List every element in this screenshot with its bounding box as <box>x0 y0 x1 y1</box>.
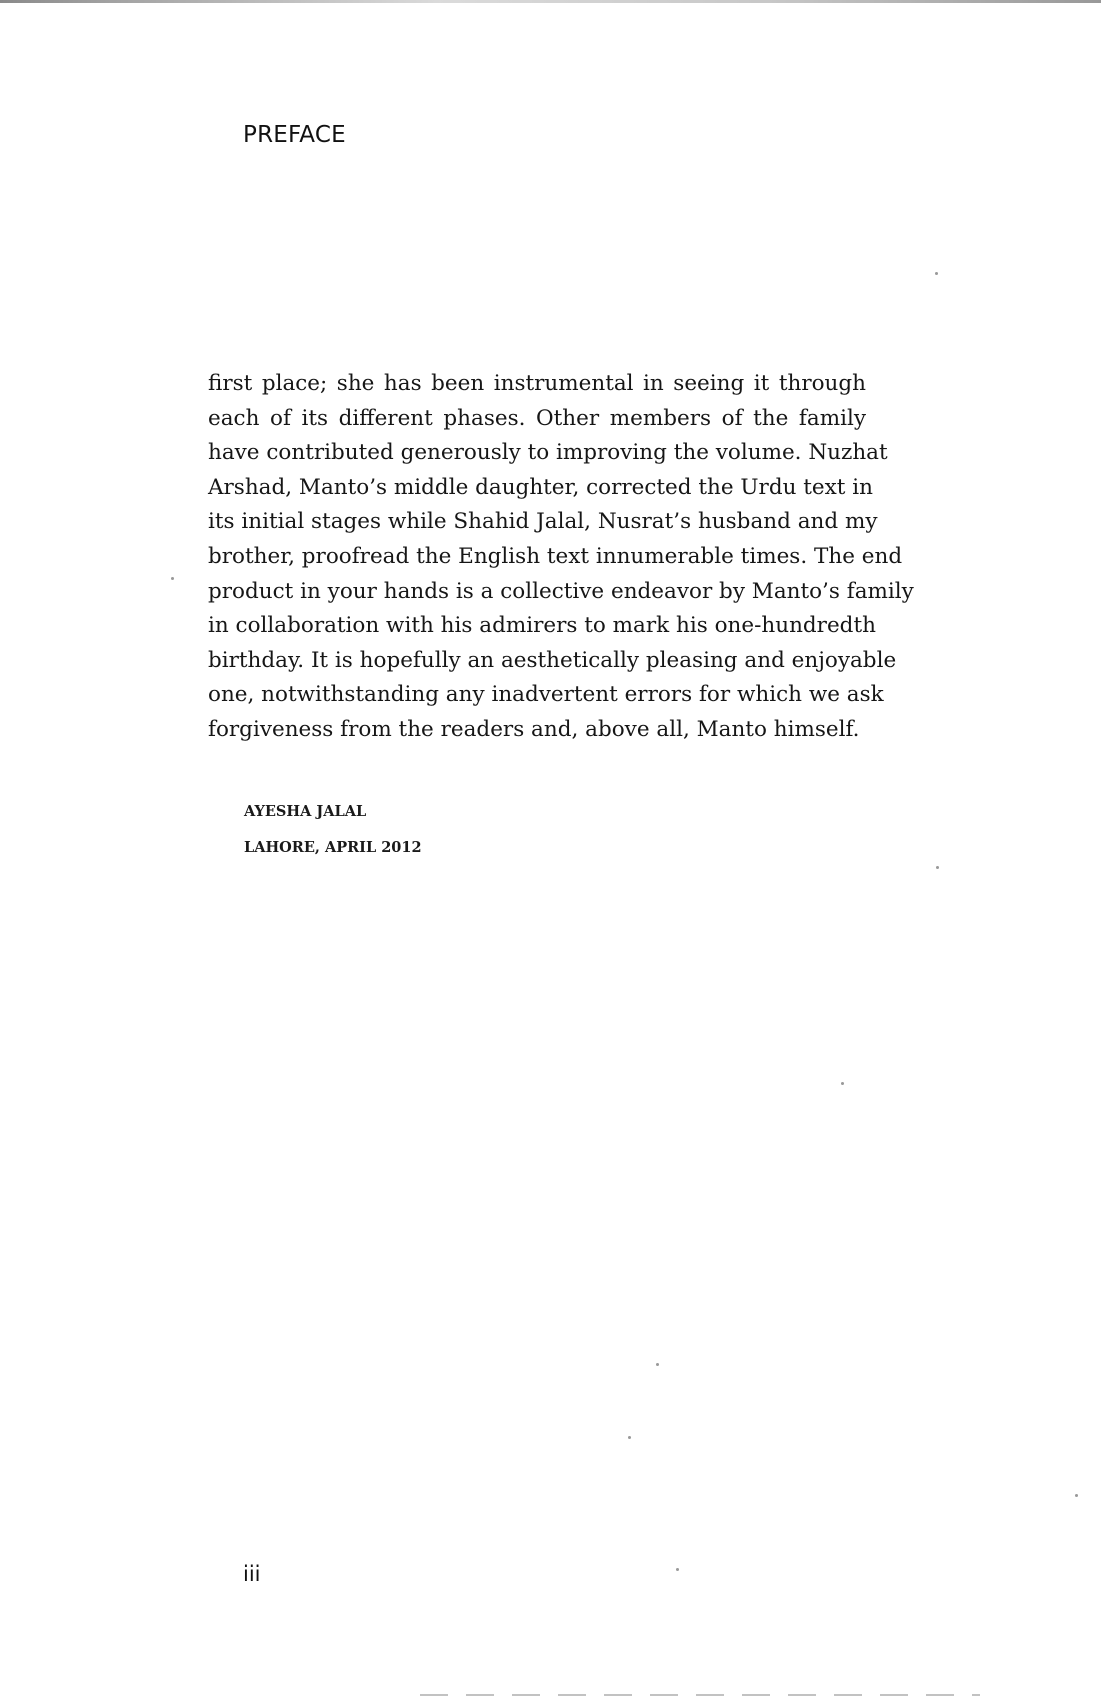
paragraph-line: in collaboration with his admirers to mark his one-hundredth <box>208 613 876 639</box>
scan-speck <box>656 1363 659 1366</box>
paragraph-line: Arshad, Manto’s middle daughter, corrected the Urdu text in <box>208 474 873 500</box>
paragraph-line: first place; she has been instrumental in seeing it through <box>208 371 866 396</box>
paragraph-line: one, notwithstanding any inadvertent errors for which we ask <box>208 682 884 708</box>
preface-paragraph <box>208 367 914 748</box>
scan-speck <box>628 1436 631 1439</box>
paragraph-line: product in your hands is a collective endeavor by Manto’s family <box>208 578 914 604</box>
paragraph-line: brother, proofread the English text innumerable times. The end <box>208 543 903 569</box>
paragraph-line: forgiveness from the readers and, above all, Manto himself. <box>208 716 860 742</box>
place-date: LAHORE, APRIL 2012 <box>244 839 422 856</box>
running-head: PREFACE <box>243 122 346 148</box>
scan-speck <box>171 577 174 580</box>
signature-block <box>244 794 422 866</box>
scan-speck <box>676 1568 679 1571</box>
paragraph-line: its initial stages while Shahid Jalal, Nusrat’s husband and my <box>208 509 878 535</box>
scan-speck <box>1075 1494 1078 1497</box>
scan-speck <box>935 272 938 275</box>
scan-speck <box>841 1082 844 1085</box>
paragraph-line: each of its different phases. Other members of the family <box>208 405 866 431</box>
author-name: AYESHA JALAL <box>244 803 367 820</box>
scan-top-edge <box>0 0 1101 3</box>
paragraph-line: have contributed generously to improving the volume. Nuzhat <box>208 440 888 466</box>
page-number: iii <box>243 1562 261 1586</box>
scan-bottom-edge <box>420 1694 980 1696</box>
paragraph-line: birthday. It is hopefully an aesthetically pleasing and enjoyable <box>208 647 897 673</box>
scan-speck <box>936 866 939 869</box>
